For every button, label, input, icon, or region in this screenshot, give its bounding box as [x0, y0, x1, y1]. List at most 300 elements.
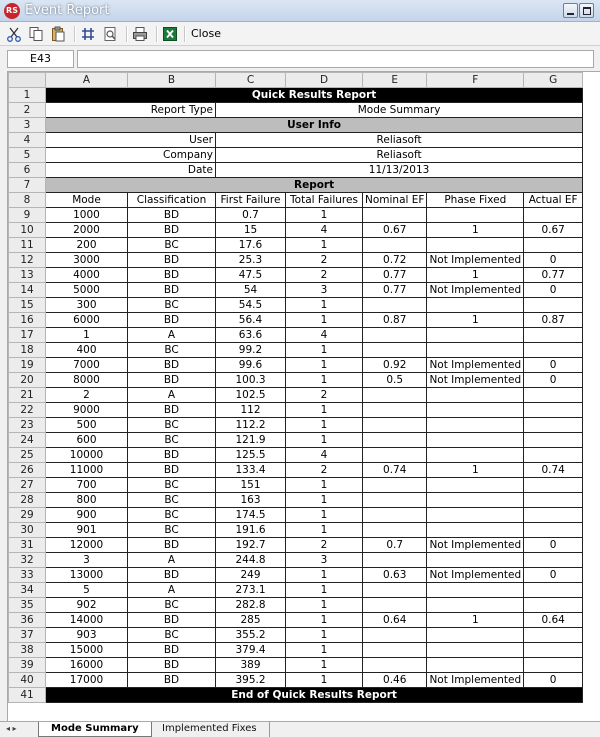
row-header[interactable]: 17: [9, 328, 46, 343]
first-failure-cell[interactable]: 395.2: [216, 673, 286, 688]
phase-fixed-cell[interactable]: [427, 238, 524, 253]
nominal-ef-cell[interactable]: 0.87: [363, 313, 427, 328]
classification-cell[interactable]: BD: [128, 568, 216, 583]
nominal-ef-cell[interactable]: 0.63: [363, 568, 427, 583]
report-type-value[interactable]: Mode Summary: [216, 103, 583, 118]
nominal-ef-cell[interactable]: [363, 493, 427, 508]
actual-ef-cell[interactable]: 0: [524, 673, 583, 688]
grid-icon[interactable]: [80, 26, 96, 42]
mode-cell[interactable]: 900: [46, 508, 128, 523]
total-failures-cell[interactable]: 1: [286, 433, 363, 448]
nominal-ef-cell[interactable]: [363, 508, 427, 523]
report-heading[interactable]: Report: [46, 178, 583, 193]
nominal-ef-cell[interactable]: [363, 658, 427, 673]
mode-cell[interactable]: 5000: [46, 283, 128, 298]
mode-cell[interactable]: 10000: [46, 448, 128, 463]
row-header[interactable]: 23: [9, 418, 46, 433]
mode-cell[interactable]: 2: [46, 388, 128, 403]
row-header[interactable]: 11: [9, 238, 46, 253]
nominal-ef-cell[interactable]: [363, 598, 427, 613]
actual-ef-cell[interactable]: [524, 478, 583, 493]
classification-cell[interactable]: BC: [128, 418, 216, 433]
first-failure-cell[interactable]: 163: [216, 493, 286, 508]
first-failure-cell[interactable]: 273.1: [216, 583, 286, 598]
mode-cell[interactable]: 5: [46, 583, 128, 598]
total-failures-cell[interactable]: 1: [286, 358, 363, 373]
classification-cell[interactable]: A: [128, 583, 216, 598]
phase-fixed-cell[interactable]: [427, 523, 524, 538]
nominal-ef-cell[interactable]: [363, 583, 427, 598]
row-header[interactable]: 8: [9, 193, 46, 208]
nominal-ef-cell[interactable]: 0.46: [363, 673, 427, 688]
first-failure-cell[interactable]: 100.3: [216, 373, 286, 388]
actual-ef-cell[interactable]: [524, 433, 583, 448]
row-header[interactable]: 7: [9, 178, 46, 193]
first-failure-cell[interactable]: 102.5: [216, 388, 286, 403]
phase-fixed-cell[interactable]: [427, 598, 524, 613]
header-classification[interactable]: Classification: [128, 193, 216, 208]
phase-fixed-cell[interactable]: [427, 343, 524, 358]
actual-ef-cell[interactable]: 0: [524, 283, 583, 298]
first-failure-cell[interactable]: 0.7: [216, 208, 286, 223]
mode-cell[interactable]: 500: [46, 418, 128, 433]
mode-cell[interactable]: 2000: [46, 223, 128, 238]
phase-fixed-cell[interactable]: [427, 448, 524, 463]
actual-ef-cell[interactable]: [524, 238, 583, 253]
actual-ef-cell[interactable]: [524, 208, 583, 223]
phase-fixed-cell[interactable]: [427, 388, 524, 403]
classification-cell[interactable]: BD: [128, 268, 216, 283]
nominal-ef-cell[interactable]: [363, 523, 427, 538]
total-failures-cell[interactable]: 3: [286, 553, 363, 568]
classification-cell[interactable]: BC: [128, 238, 216, 253]
row-header[interactable]: 3: [9, 118, 46, 133]
classification-cell[interactable]: BC: [128, 433, 216, 448]
first-failure-cell[interactable]: 112: [216, 403, 286, 418]
classification-cell[interactable]: BD: [128, 448, 216, 463]
phase-fixed-cell[interactable]: [427, 643, 524, 658]
first-failure-cell[interactable]: 174.5: [216, 508, 286, 523]
total-failures-cell[interactable]: 1: [286, 628, 363, 643]
actual-ef-cell[interactable]: [524, 343, 583, 358]
mode-cell[interactable]: 17000: [46, 673, 128, 688]
nominal-ef-cell[interactable]: [363, 298, 427, 313]
total-failures-cell[interactable]: 2: [286, 268, 363, 283]
formula-input[interactable]: [77, 50, 594, 68]
row-header[interactable]: 24: [9, 433, 46, 448]
company-value[interactable]: Reliasoft: [216, 148, 583, 163]
phase-fixed-cell[interactable]: [427, 208, 524, 223]
first-failure-cell[interactable]: 249: [216, 568, 286, 583]
mode-cell[interactable]: 14000: [46, 613, 128, 628]
column-header[interactable]: A: [46, 73, 128, 88]
mode-cell[interactable]: 9000: [46, 403, 128, 418]
mode-cell[interactable]: 6000: [46, 313, 128, 328]
mode-cell[interactable]: 12000: [46, 538, 128, 553]
row-header[interactable]: 29: [9, 508, 46, 523]
tab-scroll-arrows[interactable]: ◂ ▸: [6, 724, 17, 733]
nominal-ef-cell[interactable]: [363, 343, 427, 358]
classification-cell[interactable]: BD: [128, 208, 216, 223]
row-header[interactable]: 14: [9, 283, 46, 298]
row-header[interactable]: 37: [9, 628, 46, 643]
classification-cell[interactable]: A: [128, 388, 216, 403]
phase-fixed-cell[interactable]: Not Implemented: [427, 568, 524, 583]
phase-fixed-cell[interactable]: 1: [427, 223, 524, 238]
classification-cell[interactable]: BD: [128, 403, 216, 418]
first-failure-cell[interactable]: 56.4: [216, 313, 286, 328]
actual-ef-cell[interactable]: 0: [524, 253, 583, 268]
user-label[interactable]: User: [46, 133, 216, 148]
row-header[interactable]: 33: [9, 568, 46, 583]
row-header[interactable]: 15: [9, 298, 46, 313]
row-header[interactable]: 26: [9, 463, 46, 478]
row-header[interactable]: 4: [9, 133, 46, 148]
total-failures-cell[interactable]: 1: [286, 583, 363, 598]
nominal-ef-cell[interactable]: [363, 643, 427, 658]
report-title-cell[interactable]: Quick Results Report: [46, 88, 583, 103]
first-failure-cell[interactable]: 63.6: [216, 328, 286, 343]
mode-cell[interactable]: 600: [46, 433, 128, 448]
total-failures-cell[interactable]: 1: [286, 673, 363, 688]
paste-icon[interactable]: [50, 26, 66, 42]
actual-ef-cell[interactable]: [524, 523, 583, 538]
actual-ef-cell[interactable]: [524, 553, 583, 568]
classification-cell[interactable]: BC: [128, 523, 216, 538]
total-failures-cell[interactable]: 1: [286, 313, 363, 328]
actual-ef-cell[interactable]: 0: [524, 568, 583, 583]
first-failure-cell[interactable]: 17.6: [216, 238, 286, 253]
first-failure-cell[interactable]: 112.2: [216, 418, 286, 433]
first-failure-cell[interactable]: 355.2: [216, 628, 286, 643]
actual-ef-cell[interactable]: 0.64: [524, 613, 583, 628]
row-header[interactable]: 12: [9, 253, 46, 268]
phase-fixed-cell[interactable]: [427, 658, 524, 673]
first-failure-cell[interactable]: 133.4: [216, 463, 286, 478]
nominal-ef-cell[interactable]: [363, 403, 427, 418]
first-failure-cell[interactable]: 121.9: [216, 433, 286, 448]
row-header[interactable]: 1: [9, 88, 46, 103]
phase-fixed-cell[interactable]: Not Implemented: [427, 673, 524, 688]
copy-icon[interactable]: [28, 26, 44, 42]
nominal-ef-cell[interactable]: 0.74: [363, 463, 427, 478]
phase-fixed-cell[interactable]: 1: [427, 268, 524, 283]
classification-cell[interactable]: BC: [128, 628, 216, 643]
row-header[interactable]: 22: [9, 403, 46, 418]
mode-cell[interactable]: 300: [46, 298, 128, 313]
actual-ef-cell[interactable]: [524, 508, 583, 523]
actual-ef-cell[interactable]: [524, 643, 583, 658]
row-header[interactable]: 18: [9, 343, 46, 358]
phase-fixed-cell[interactable]: Not Implemented: [427, 538, 524, 553]
mode-cell[interactable]: 1000: [46, 208, 128, 223]
cut-icon[interactable]: [6, 26, 22, 42]
phase-fixed-cell[interactable]: Not Implemented: [427, 283, 524, 298]
actual-ef-cell[interactable]: [524, 583, 583, 598]
total-failures-cell[interactable]: 1: [286, 298, 363, 313]
actual-ef-cell[interactable]: 0.77: [524, 268, 583, 283]
column-header[interactable]: D: [286, 73, 363, 88]
actual-ef-cell[interactable]: 0.74: [524, 463, 583, 478]
row-header[interactable]: 36: [9, 613, 46, 628]
actual-ef-cell[interactable]: [524, 628, 583, 643]
nominal-ef-cell[interactable]: [363, 628, 427, 643]
column-header[interactable]: B: [128, 73, 216, 88]
classification-cell[interactable]: BC: [128, 508, 216, 523]
row-header[interactable]: 30: [9, 523, 46, 538]
column-header[interactable]: E: [363, 73, 427, 88]
phase-fixed-cell[interactable]: [427, 493, 524, 508]
mode-cell[interactable]: 15000: [46, 643, 128, 658]
classification-cell[interactable]: BD: [128, 358, 216, 373]
mode-cell[interactable]: 700: [46, 478, 128, 493]
mode-cell[interactable]: 902: [46, 598, 128, 613]
total-failures-cell[interactable]: 1: [286, 643, 363, 658]
phase-fixed-cell[interactable]: [427, 583, 524, 598]
phase-fixed-cell[interactable]: [427, 418, 524, 433]
actual-ef-cell[interactable]: [524, 328, 583, 343]
excel-icon[interactable]: [162, 26, 178, 42]
company-label[interactable]: Company: [46, 148, 216, 163]
actual-ef-cell[interactable]: [524, 403, 583, 418]
first-failure-cell[interactable]: 99.6: [216, 358, 286, 373]
nominal-ef-cell[interactable]: [363, 478, 427, 493]
spreadsheet-grid[interactable]: [7, 71, 600, 722]
tab-mode-summary[interactable]: Mode Summary: [38, 722, 152, 737]
column-header[interactable]: F: [427, 73, 524, 88]
actual-ef-cell[interactable]: 0: [524, 538, 583, 553]
classification-cell[interactable]: A: [128, 553, 216, 568]
phase-fixed-cell[interactable]: Not Implemented: [427, 253, 524, 268]
total-failures-cell[interactable]: 2: [286, 388, 363, 403]
nominal-ef-cell[interactable]: [363, 418, 427, 433]
classification-cell[interactable]: BC: [128, 598, 216, 613]
phase-fixed-cell[interactable]: Not Implemented: [427, 358, 524, 373]
classification-cell[interactable]: BD: [128, 313, 216, 328]
row-header[interactable]: 35: [9, 598, 46, 613]
nominal-ef-cell[interactable]: 0.77: [363, 283, 427, 298]
mode-cell[interactable]: 16000: [46, 658, 128, 673]
row-header[interactable]: 39: [9, 658, 46, 673]
mode-cell[interactable]: 200: [46, 238, 128, 253]
mode-cell[interactable]: 8000: [46, 373, 128, 388]
header-phase-fixed[interactable]: Phase Fixed: [427, 193, 524, 208]
mode-cell[interactable]: 901: [46, 523, 128, 538]
row-header[interactable]: 13: [9, 268, 46, 283]
total-failures-cell[interactable]: 2: [286, 253, 363, 268]
total-failures-cell[interactable]: 4: [286, 448, 363, 463]
phase-fixed-cell[interactable]: [427, 628, 524, 643]
classification-cell[interactable]: BD: [128, 643, 216, 658]
nominal-ef-cell[interactable]: 0.5: [363, 373, 427, 388]
total-failures-cell[interactable]: 1: [286, 613, 363, 628]
classification-cell[interactable]: BC: [128, 493, 216, 508]
first-failure-cell[interactable]: 379.4: [216, 643, 286, 658]
mode-cell[interactable]: 800: [46, 493, 128, 508]
actual-ef-cell[interactable]: [524, 298, 583, 313]
column-header[interactable]: C: [216, 73, 286, 88]
actual-ef-cell[interactable]: 0: [524, 373, 583, 388]
total-failures-cell[interactable]: 4: [286, 328, 363, 343]
classification-cell[interactable]: BD: [128, 223, 216, 238]
nominal-ef-cell[interactable]: 0.72: [363, 253, 427, 268]
nominal-ef-cell[interactable]: 0.92: [363, 358, 427, 373]
total-failures-cell[interactable]: 3: [286, 283, 363, 298]
nominal-ef-cell[interactable]: 0.7: [363, 538, 427, 553]
mode-cell[interactable]: 903: [46, 628, 128, 643]
total-failures-cell[interactable]: 2: [286, 538, 363, 553]
mode-cell[interactable]: 400: [46, 343, 128, 358]
row-header[interactable]: 20: [9, 373, 46, 388]
nominal-ef-cell[interactable]: [363, 433, 427, 448]
nominal-ef-cell[interactable]: [363, 208, 427, 223]
classification-cell[interactable]: BC: [128, 478, 216, 493]
classification-cell[interactable]: BC: [128, 298, 216, 313]
header-mode[interactable]: Mode: [46, 193, 128, 208]
actual-ef-cell[interactable]: [524, 418, 583, 433]
total-failures-cell[interactable]: 1: [286, 658, 363, 673]
mode-cell[interactable]: 1: [46, 328, 128, 343]
row-header[interactable]: 25: [9, 448, 46, 463]
first-failure-cell[interactable]: 15: [216, 223, 286, 238]
first-failure-cell[interactable]: 285: [216, 613, 286, 628]
name-box[interactable]: E43: [7, 50, 74, 68]
classification-cell[interactable]: BD: [128, 463, 216, 478]
mode-cell[interactable]: 4000: [46, 268, 128, 283]
row-header[interactable]: 2: [9, 103, 46, 118]
user-value[interactable]: Reliasoft: [216, 133, 583, 148]
phase-fixed-cell[interactable]: [427, 328, 524, 343]
actual-ef-cell[interactable]: [524, 493, 583, 508]
first-failure-cell[interactable]: 125.5: [216, 448, 286, 463]
nominal-ef-cell[interactable]: 0.77: [363, 268, 427, 283]
phase-fixed-cell[interactable]: [427, 508, 524, 523]
actual-ef-cell[interactable]: [524, 388, 583, 403]
row-header[interactable]: 40: [9, 673, 46, 688]
actual-ef-cell[interactable]: 0.87: [524, 313, 583, 328]
phase-fixed-cell[interactable]: Not Implemented: [427, 373, 524, 388]
row-header[interactable]: 21: [9, 388, 46, 403]
mode-cell[interactable]: 13000: [46, 568, 128, 583]
tab-implemented-fixes[interactable]: Implemented Fixes: [150, 722, 270, 737]
classification-cell[interactable]: BD: [128, 673, 216, 688]
actual-ef-cell[interactable]: [524, 658, 583, 673]
mode-cell[interactable]: 3000: [46, 253, 128, 268]
row-header[interactable]: 41: [9, 688, 46, 703]
first-failure-cell[interactable]: 151: [216, 478, 286, 493]
row-header[interactable]: 38: [9, 643, 46, 658]
phase-fixed-cell[interactable]: 1: [427, 463, 524, 478]
total-failures-cell[interactable]: 2: [286, 463, 363, 478]
first-failure-cell[interactable]: 282.8: [216, 598, 286, 613]
date-value[interactable]: 11/13/2013: [216, 163, 583, 178]
first-failure-cell[interactable]: 25.3: [216, 253, 286, 268]
classification-cell[interactable]: BD: [128, 283, 216, 298]
classification-cell[interactable]: BD: [128, 538, 216, 553]
row-header[interactable]: 32: [9, 553, 46, 568]
date-label[interactable]: Date: [46, 163, 216, 178]
row-header[interactable]: 10: [9, 223, 46, 238]
nominal-ef-cell[interactable]: [363, 553, 427, 568]
row-header[interactable]: 5: [9, 148, 46, 163]
report-end-cell[interactable]: End of Quick Results Report: [46, 688, 583, 703]
column-header[interactable]: G: [524, 73, 583, 88]
print-icon[interactable]: [132, 26, 148, 42]
header-total-failures[interactable]: Total Failures: [286, 193, 363, 208]
select-all-corner[interactable]: [9, 73, 46, 88]
header-first-failure[interactable]: First Failure: [216, 193, 286, 208]
total-failures-cell[interactable]: 1: [286, 508, 363, 523]
row-header[interactable]: 16: [9, 313, 46, 328]
close-button[interactable]: Close: [191, 27, 221, 40]
mode-cell[interactable]: 3: [46, 553, 128, 568]
first-failure-cell[interactable]: 192.7: [216, 538, 286, 553]
classification-cell[interactable]: BD: [128, 613, 216, 628]
header-actual-ef[interactable]: Actual EF: [524, 193, 583, 208]
mode-cell[interactable]: 7000: [46, 358, 128, 373]
minimize-button[interactable]: [563, 3, 578, 18]
first-failure-cell[interactable]: 54: [216, 283, 286, 298]
row-header[interactable]: 19: [9, 358, 46, 373]
row-header[interactable]: 9: [9, 208, 46, 223]
phase-fixed-cell[interactable]: 1: [427, 613, 524, 628]
phase-fixed-cell[interactable]: [427, 553, 524, 568]
actual-ef-cell[interactable]: [524, 598, 583, 613]
classification-cell[interactable]: BC: [128, 343, 216, 358]
user-info-heading[interactable]: User Info: [46, 118, 583, 133]
phase-fixed-cell[interactable]: [427, 298, 524, 313]
row-header[interactable]: 28: [9, 493, 46, 508]
total-failures-cell[interactable]: 1: [286, 493, 363, 508]
classification-cell[interactable]: BD: [128, 253, 216, 268]
row-header[interactable]: 6: [9, 163, 46, 178]
first-failure-cell[interactable]: 191.6: [216, 523, 286, 538]
total-failures-cell[interactable]: 1: [286, 343, 363, 358]
row-header[interactable]: 27: [9, 478, 46, 493]
total-failures-cell[interactable]: 1: [286, 478, 363, 493]
find-icon[interactable]: [102, 26, 118, 42]
phase-fixed-cell[interactable]: 1: [427, 313, 524, 328]
classification-cell[interactable]: BD: [128, 658, 216, 673]
nominal-ef-cell[interactable]: [363, 388, 427, 403]
total-failures-cell[interactable]: 1: [286, 523, 363, 538]
total-failures-cell[interactable]: 1: [286, 373, 363, 388]
first-failure-cell[interactable]: 99.2: [216, 343, 286, 358]
actual-ef-cell[interactable]: 0: [524, 358, 583, 373]
header-nominal-ef[interactable]: Nominal EF: [363, 193, 427, 208]
nominal-ef-cell[interactable]: [363, 238, 427, 253]
mode-cell[interactable]: 11000: [46, 463, 128, 478]
classification-cell[interactable]: A: [128, 328, 216, 343]
classification-cell[interactable]: BD: [128, 373, 216, 388]
total-failures-cell[interactable]: 1: [286, 403, 363, 418]
nominal-ef-cell[interactable]: 0.67: [363, 223, 427, 238]
phase-fixed-cell[interactable]: [427, 403, 524, 418]
first-failure-cell[interactable]: 389: [216, 658, 286, 673]
total-failures-cell[interactable]: 1: [286, 238, 363, 253]
first-failure-cell[interactable]: 47.5: [216, 268, 286, 283]
first-failure-cell[interactable]: 54.5: [216, 298, 286, 313]
nominal-ef-cell[interactable]: 0.64: [363, 613, 427, 628]
total-failures-cell[interactable]: 1: [286, 598, 363, 613]
total-failures-cell[interactable]: 1: [286, 568, 363, 583]
first-failure-cell[interactable]: 244.8: [216, 553, 286, 568]
total-failures-cell[interactable]: 1: [286, 418, 363, 433]
actual-ef-cell[interactable]: 0.67: [524, 223, 583, 238]
phase-fixed-cell[interactable]: [427, 433, 524, 448]
total-failures-cell[interactable]: 1: [286, 208, 363, 223]
row-header[interactable]: 34: [9, 583, 46, 598]
